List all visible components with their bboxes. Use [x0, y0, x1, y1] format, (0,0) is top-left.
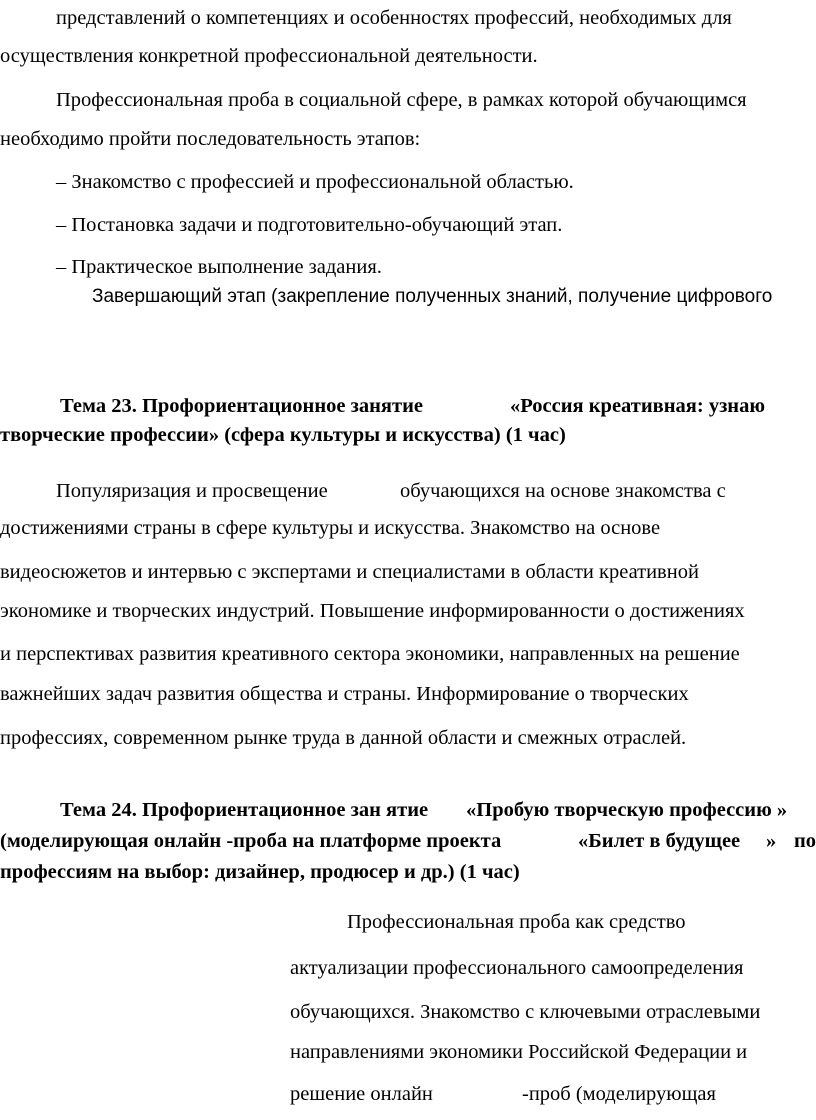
topic24-body-line-5b: -проб (моделирующая [522, 1083, 716, 1105]
topic23-body-line-6: важнейших задач развития общества и страны. Информирование о творческих [0, 683, 689, 705]
topic24-body-line-2: актуализации профессионального самоопределения [290, 957, 744, 979]
topic24-heading-part5: » [766, 830, 777, 852]
intro-line-1: представлений о компетенциях и особенностях профессий, необходимых для [56, 7, 732, 29]
topic23-heading-part2: «Россия креативная: узнаю [510, 395, 766, 417]
topic24-body-line-5a: решение онлайн [290, 1083, 433, 1105]
topic23-body-line-1a: Популяризация и просвещение [56, 480, 328, 502]
topic24-body-line-3: обучающихся. Знакомство с ключевыми отраслевыми [290, 1001, 761, 1023]
topic24-heading-part7: профессиям на выбор: дизайнер, продюсер и др.) (1 час) [0, 861, 520, 883]
topic23-heading-part1: Тема 23. Профориентационное занятие [60, 395, 424, 417]
topic23-body-line-5: и перспективах развития креативного сектора экономики, направленных на решение [0, 643, 740, 665]
topic24-body-line-1: Профессиональная проба как средство [347, 911, 686, 933]
topic23-heading-part3: творческие профессии» (сфера культуры и искусства) (1 час) [0, 424, 566, 446]
topic24-heading-part4: «Билет в будущее [578, 830, 741, 852]
topic24-heading-part1: Тема 24. Профориентационное зан ятие [60, 799, 429, 821]
intro-line-3: Профессиональная проба в социальной сфере, в рамках которой обучающимся [56, 89, 747, 111]
intro-line-2: осуществления конкретной профессиональной деятельности. [0, 45, 538, 67]
topic24-body-line-4: направлениями экономики Российской Федерации и [290, 1041, 748, 1063]
stage-item-3: – Практическое выполнение задания. [56, 256, 382, 278]
topic23-body-line-7: профессиях, современном рынке труда в данной области и смежных отраслей. [0, 727, 687, 749]
stage-item-1: – Знакомство с профессией и профессиональной областью. [56, 171, 574, 193]
intro-line-4: необходимо пройти последовательность этапов: [0, 128, 421, 150]
stage-item-2: – Постановка задачи и подготовительно-обучающий этап. [56, 214, 563, 236]
topic24-heading-part2: «Пробую творческую профессию » [466, 799, 788, 821]
topic24-heading-part3: (моделирующая онлайн -проба на платформе проекта [0, 830, 502, 852]
topic23-body-line-4: экономике и творческих индустрий. Повышение информированности о достижениях [0, 600, 745, 622]
topic23-body-line-2: достижениями страны в сфере культуры и искусства. Знакомство на основе [0, 517, 661, 539]
topic23-body-line-3: видеосюжетов и интервью с экспертами и специалистами в области креативной [0, 561, 699, 583]
final-stage-line: Завершающий этап (закрепление полученных знаний, получение цифрового [92, 286, 773, 307]
topic23-body-line-1b: обучающихся на основе знакомства с [400, 480, 726, 502]
topic24-heading-part6: по [794, 830, 816, 852]
